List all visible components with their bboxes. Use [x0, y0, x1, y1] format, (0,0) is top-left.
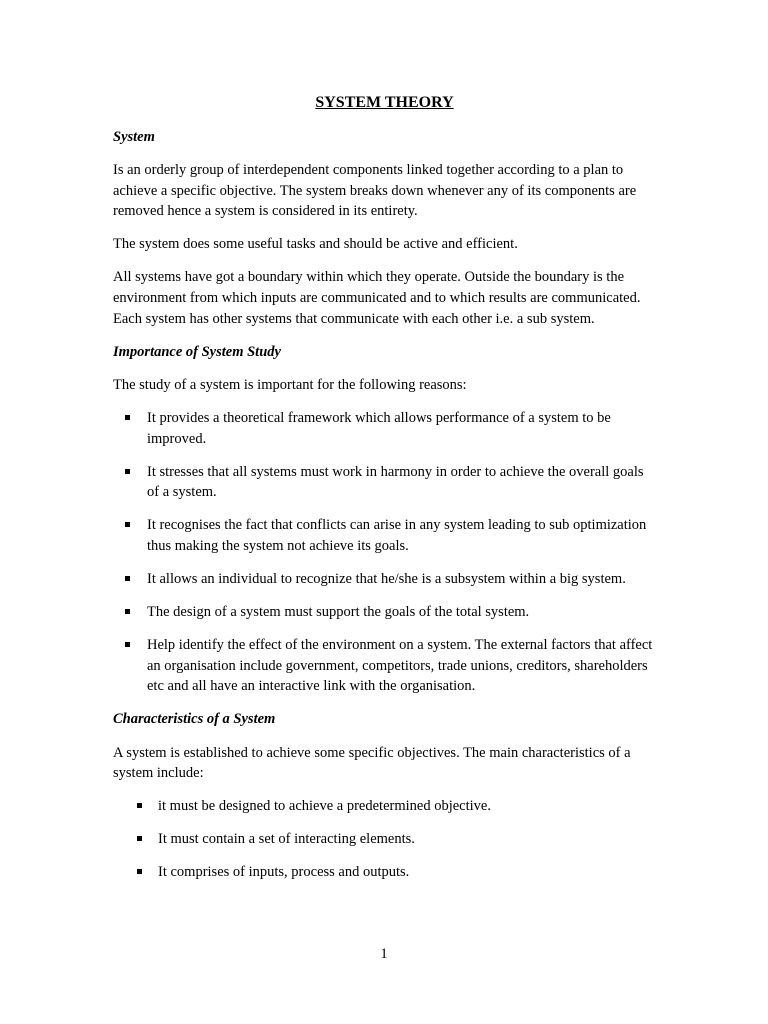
system-paragraph-3: All systems have got a boundary within which they operate. Outside the boundary is the environment from which inputs are communicated and to which results are communicated. Each system has other systems that communicate with each other i.e. a sub system.	[113, 269, 641, 327]
list-item	[113, 569, 658, 590]
system-paragraph-2: The system does some useful tasks and should be active and efficient.	[113, 236, 518, 253]
list-item	[113, 408, 658, 449]
list-item-text: It comprises of inputs, process and outputs.	[158, 864, 410, 881]
document-page	[113, 92, 658, 896]
list-item	[113, 829, 658, 850]
list-item-text: It must contain a set of interacting elements.	[158, 831, 415, 848]
importance-intro: The study of a system is important for the following reasons:	[113, 376, 467, 393]
list-item-text: it must be designed to achieve a predetermined objective.	[158, 798, 491, 815]
list-item-text: The design of a system must support the goals of the total system.	[147, 604, 530, 621]
importance-bullet-list	[113, 408, 658, 697]
section-heading-system: System	[113, 129, 155, 145]
list-item	[113, 602, 658, 623]
square-bullet-icon	[125, 415, 130, 420]
characteristics-intro: A system is established to achieve some specific objectives. The main characteristics of a system include:	[113, 744, 631, 782]
system-paragraph-1: Is an orderly group of interdependent components linked together according to a plan to achieve a specific objective. The system breaks down whenever any of its components are removed hence a system is considered in its entirety.	[113, 162, 637, 220]
list-item	[113, 862, 658, 883]
document-title: SYSTEM THEORY	[315, 94, 454, 111]
square-bullet-icon	[125, 576, 130, 581]
list-item	[113, 462, 658, 503]
list-item-text: It recognises the fact that conflicts can arise in any system leading to sub optimization thus making the system not achieve its goals.	[147, 517, 647, 554]
square-bullet-icon	[137, 836, 142, 841]
square-bullet-icon	[125, 469, 130, 474]
square-bullet-icon	[125, 642, 130, 647]
page-number: 1	[380, 946, 388, 962]
section-heading-importance: Importance of System Study	[113, 343, 281, 360]
square-bullet-icon	[137, 869, 142, 874]
square-bullet-icon	[137, 803, 142, 808]
list-item-text: It provides a theoretical framework which allows performance of a system to be improved.	[147, 409, 611, 447]
list-item	[113, 635, 658, 697]
list-item-text: Help identify the effect of the environment on a system. The external factors that affect an organisation include government, competitors, trade unions, creditors, shareholders etc and all have an interactive link with the organisation.	[147, 637, 653, 695]
list-item-text: It stresses that all systems must work in harmony in order to achieve the overall goals of a system.	[147, 463, 644, 501]
list-item	[113, 796, 658, 817]
characteristics-bullet-list	[113, 796, 658, 883]
list-item-text: It allows an individual to recognize that he/she is a subsystem within a big system.	[147, 571, 626, 587]
section-heading-characteristics: Characteristics of a System	[113, 711, 276, 728]
list-item	[113, 515, 658, 556]
square-bullet-icon	[125, 609, 130, 614]
square-bullet-icon	[125, 522, 130, 527]
